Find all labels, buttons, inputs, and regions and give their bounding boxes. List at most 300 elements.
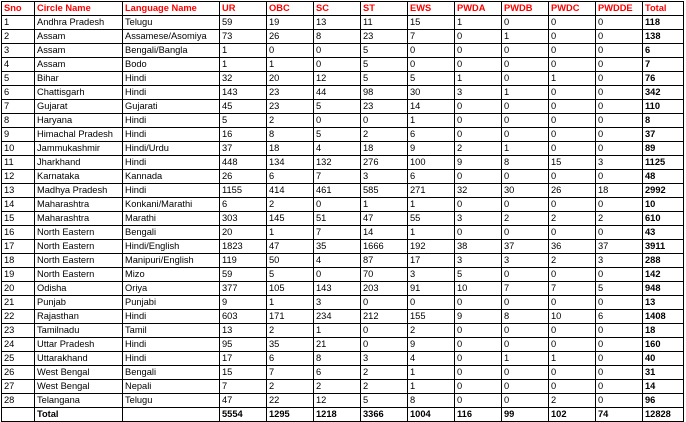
cell-pwdb: 0 — [502, 16, 549, 30]
cell-sno: 5 — [2, 72, 35, 86]
cell-st: 0 — [361, 338, 408, 352]
cell-pwdb: 0 — [502, 58, 549, 72]
cell-language-name: Hindi — [123, 86, 220, 100]
cell-pwda: 0 — [455, 226, 502, 240]
table-row — [2, 240, 684, 254]
cell-pwda: 0 — [455, 394, 502, 408]
cell-pwdb: 0 — [502, 380, 549, 394]
cell-ur: 95 — [220, 338, 267, 352]
cell-pwdde: 0 — [596, 268, 643, 282]
cell-sno: 22 — [2, 310, 35, 324]
cell-ur: 5 — [220, 114, 267, 128]
cell-st: 3 — [361, 170, 408, 184]
column-header-language-name: Language Name — [123, 2, 220, 16]
cell-circle-name: Uttarakhand — [35, 352, 123, 366]
cell-pwdc: 2 — [549, 212, 596, 226]
total-cell-pwda: 116 — [455, 408, 502, 422]
cell-sno: 6 — [2, 86, 35, 100]
cell-obc: 171 — [267, 310, 314, 324]
total-cell-total: 12828 — [643, 408, 684, 422]
table-row — [2, 380, 684, 394]
cell-pwdde: 3 — [596, 254, 643, 268]
cell-pwdb: 0 — [502, 114, 549, 128]
cell-st: 0 — [361, 114, 408, 128]
cell-obc: 1 — [267, 58, 314, 72]
cell-ur: 1 — [220, 58, 267, 72]
cell-ur: 119 — [220, 254, 267, 268]
cell-language-name: Konkani/Marathi — [123, 198, 220, 212]
cell-pwdb: 30 — [502, 184, 549, 198]
cell-pwdb: 3 — [502, 254, 549, 268]
cell-total: 160 — [643, 338, 684, 352]
cell-circle-name: Bihar — [35, 72, 123, 86]
column-header-obc: OBC — [267, 2, 314, 16]
cell-total: 48 — [643, 170, 684, 184]
cell-pwdb: 8 — [502, 156, 549, 170]
cell-pwdc: 1 — [549, 72, 596, 86]
cell-sc: 3 — [314, 296, 361, 310]
cell-pwdde: 0 — [596, 72, 643, 86]
cell-pwda: 0 — [455, 366, 502, 380]
cell-total: 948 — [643, 282, 684, 296]
cell-pwdb: 0 — [502, 198, 549, 212]
cell-pwdb: 1 — [502, 30, 549, 44]
cell-pwda: 3 — [455, 86, 502, 100]
cell-obc: 23 — [267, 86, 314, 100]
cell-ews: 1 — [408, 380, 455, 394]
cell-sc: 143 — [314, 282, 361, 296]
cell-pwdde: 0 — [596, 44, 643, 58]
cell-sno: 28 — [2, 394, 35, 408]
cell-sc: 8 — [314, 352, 361, 366]
cell-st: 2 — [361, 380, 408, 394]
cell-pwdc: 0 — [549, 198, 596, 212]
cell-pwdde: 6 — [596, 310, 643, 324]
table-row — [2, 100, 684, 114]
cell-sc: 7 — [314, 170, 361, 184]
cell-ews: 3 — [408, 268, 455, 282]
cell-st: 212 — [361, 310, 408, 324]
table-row — [2, 58, 684, 72]
table-row — [2, 394, 684, 408]
column-header-st: ST — [361, 2, 408, 16]
cell-ur: 73 — [220, 30, 267, 44]
cell-pwdb: 0 — [502, 44, 549, 58]
vacancy-table — [1, 1, 684, 422]
cell-ews: 100 — [408, 156, 455, 170]
total-cell-pwdc: 102 — [549, 408, 596, 422]
cell-sc: 6 — [314, 366, 361, 380]
table-row — [2, 352, 684, 366]
cell-total: 8 — [643, 114, 684, 128]
cell-pwda: 9 — [455, 310, 502, 324]
cell-circle-name: Assam — [35, 44, 123, 58]
cell-sc: 234 — [314, 310, 361, 324]
cell-st: 2 — [361, 128, 408, 142]
cell-pwdc: 2 — [549, 394, 596, 408]
cell-pwdb: 0 — [502, 128, 549, 142]
cell-total: 31 — [643, 366, 684, 380]
cell-language-name: Hindi — [123, 310, 220, 324]
cell-pwda: 3 — [455, 254, 502, 268]
cell-language-name: Assamese/Asomiya — [123, 30, 220, 44]
cell-circle-name: Himachal Pradesh — [35, 128, 123, 142]
cell-pwdc: 7 — [549, 282, 596, 296]
cell-ur: 1823 — [220, 240, 267, 254]
cell-ews: 30 — [408, 86, 455, 100]
cell-sc: 51 — [314, 212, 361, 226]
total-row — [2, 408, 684, 422]
cell-sno: 11 — [2, 156, 35, 170]
cell-st: 3 — [361, 352, 408, 366]
cell-circle-name: Maharashtra — [35, 198, 123, 212]
cell-pwda: 0 — [455, 324, 502, 338]
cell-obc: 2 — [267, 114, 314, 128]
cell-sno: 15 — [2, 212, 35, 226]
cell-pwdb: 0 — [502, 338, 549, 352]
cell-pwdc: 0 — [549, 226, 596, 240]
cell-ews: 0 — [408, 58, 455, 72]
cell-language-name: Manipuri/English — [123, 254, 220, 268]
cell-language-name: Bengali — [123, 366, 220, 380]
cell-pwdde: 5 — [596, 282, 643, 296]
total-cell-pwdde: 74 — [596, 408, 643, 422]
cell-pwda: 38 — [455, 240, 502, 254]
column-header-ur: UR — [220, 2, 267, 16]
cell-pwda: 0 — [455, 352, 502, 366]
cell-total: 1125 — [643, 156, 684, 170]
cell-pwda: 5 — [455, 268, 502, 282]
cell-language-name: Bengali — [123, 226, 220, 240]
cell-circle-name: Maharashtra — [35, 212, 123, 226]
cell-pwdb: 0 — [502, 226, 549, 240]
cell-pwdde: 0 — [596, 128, 643, 142]
cell-st: 11 — [361, 16, 408, 30]
total-cell-ur: 5554 — [220, 408, 267, 422]
cell-obc: 20 — [267, 72, 314, 86]
cell-total: 14 — [643, 380, 684, 394]
table-row — [2, 86, 684, 100]
cell-ur: 143 — [220, 86, 267, 100]
cell-pwdc: 2 — [549, 254, 596, 268]
cell-language-name: Bodo — [123, 58, 220, 72]
cell-pwda: 0 — [455, 100, 502, 114]
cell-ews: 6 — [408, 170, 455, 184]
cell-language-name: Hindi — [123, 352, 220, 366]
cell-sno: 27 — [2, 380, 35, 394]
cell-obc: 1 — [267, 296, 314, 310]
cell-sno: 8 — [2, 114, 35, 128]
cell-language-name: Telugu — [123, 16, 220, 30]
cell-ur: 1155 — [220, 184, 267, 198]
cell-circle-name: Jammukashmir — [35, 142, 123, 156]
cell-circle-name: Assam — [35, 30, 123, 44]
cell-sc: 4 — [314, 254, 361, 268]
cell-language-name: Punjabi — [123, 296, 220, 310]
cell-pwdc: 0 — [549, 58, 596, 72]
cell-language-name: Hindi/English — [123, 240, 220, 254]
table-row — [2, 338, 684, 352]
cell-pwda: 9 — [455, 156, 502, 170]
cell-sno: 10 — [2, 142, 35, 156]
cell-pwda: 10 — [455, 282, 502, 296]
column-header-sno: Sno — [2, 2, 35, 16]
cell-pwdc: 0 — [549, 324, 596, 338]
cell-pwdb: 1 — [502, 352, 549, 366]
cell-pwdde: 0 — [596, 142, 643, 156]
table-row — [2, 142, 684, 156]
cell-ur: 26 — [220, 170, 267, 184]
cell-pwda: 0 — [455, 198, 502, 212]
cell-circle-name: Tamilnadu — [35, 324, 123, 338]
cell-pwdb: 0 — [502, 268, 549, 282]
total-cell-st: 3366 — [361, 408, 408, 422]
cell-pwdde: 0 — [596, 86, 643, 100]
cell-st: 98 — [361, 86, 408, 100]
cell-pwdc: 15 — [549, 156, 596, 170]
cell-sno: 24 — [2, 338, 35, 352]
cell-st: 23 — [361, 100, 408, 114]
cell-sno: 23 — [2, 324, 35, 338]
cell-total: 6 — [643, 44, 684, 58]
cell-ews: 6 — [408, 128, 455, 142]
cell-sc: 35 — [314, 240, 361, 254]
cell-total: 7 — [643, 58, 684, 72]
cell-ur: 59 — [220, 268, 267, 282]
cell-total: 76 — [643, 72, 684, 86]
cell-obc: 23 — [267, 100, 314, 114]
cell-obc: 47 — [267, 240, 314, 254]
cell-obc: 145 — [267, 212, 314, 226]
cell-pwdb: 0 — [502, 100, 549, 114]
column-header-pwdb: PWDB — [502, 2, 549, 16]
cell-circle-name: Punjab — [35, 296, 123, 310]
cell-ews: 192 — [408, 240, 455, 254]
cell-total: 18 — [643, 324, 684, 338]
cell-total: 342 — [643, 86, 684, 100]
cell-pwdde: 0 — [596, 226, 643, 240]
cell-language-name: Tamil — [123, 324, 220, 338]
cell-total: 3911 — [643, 240, 684, 254]
cell-circle-name: Karnataka — [35, 170, 123, 184]
cell-pwdde: 0 — [596, 198, 643, 212]
cell-sc: 44 — [314, 86, 361, 100]
table-row — [2, 128, 684, 142]
cell-st: 276 — [361, 156, 408, 170]
table-row — [2, 310, 684, 324]
cell-pwda: 0 — [455, 296, 502, 310]
cell-language-name: Marathi — [123, 212, 220, 226]
cell-st: 14 — [361, 226, 408, 240]
cell-pwdde: 0 — [596, 338, 643, 352]
cell-st: 1666 — [361, 240, 408, 254]
cell-total: 142 — [643, 268, 684, 282]
cell-sc: 0 — [314, 58, 361, 72]
cell-obc: 8 — [267, 128, 314, 142]
total-cell-sno — [2, 408, 35, 422]
cell-language-name: Hindi/Urdu — [123, 142, 220, 156]
cell-pwda: 0 — [455, 114, 502, 128]
cell-ur: 1 — [220, 44, 267, 58]
table-row — [2, 170, 684, 184]
table-row — [2, 30, 684, 44]
cell-total: 37 — [643, 128, 684, 142]
cell-ur: 15 — [220, 366, 267, 380]
cell-total: 96 — [643, 394, 684, 408]
total-cell-obc: 1295 — [267, 408, 314, 422]
total-cell-language-name — [123, 408, 220, 422]
table-row — [2, 254, 684, 268]
cell-circle-name: Odisha — [35, 282, 123, 296]
cell-pwdc: 0 — [549, 142, 596, 156]
cell-obc: 105 — [267, 282, 314, 296]
cell-circle-name: North Eastern — [35, 254, 123, 268]
cell-sno: 26 — [2, 366, 35, 380]
cell-pwdb: 0 — [502, 170, 549, 184]
cell-ews: 1 — [408, 114, 455, 128]
cell-ur: 7 — [220, 380, 267, 394]
table-row — [2, 282, 684, 296]
cell-pwda: 3 — [455, 212, 502, 226]
cell-pwdc: 0 — [549, 338, 596, 352]
cell-pwdde: 2 — [596, 212, 643, 226]
cell-ur: 37 — [220, 142, 267, 156]
cell-pwdc: 0 — [549, 16, 596, 30]
cell-sc: 5 — [314, 100, 361, 114]
cell-pwdde: 0 — [596, 394, 643, 408]
cell-pwdde: 0 — [596, 30, 643, 44]
total-cell-circle-name: Total — [35, 408, 123, 422]
cell-sno: 25 — [2, 352, 35, 366]
cell-st: 203 — [361, 282, 408, 296]
cell-ews: 155 — [408, 310, 455, 324]
cell-sc: 5 — [314, 128, 361, 142]
cell-total: 43 — [643, 226, 684, 240]
cell-circle-name: West Bengal — [35, 366, 123, 380]
cell-total: 89 — [643, 142, 684, 156]
cell-pwdb: 1 — [502, 86, 549, 100]
cell-obc: 22 — [267, 394, 314, 408]
cell-total: 2992 — [643, 184, 684, 198]
cell-circle-name: Haryana — [35, 114, 123, 128]
cell-ews: 271 — [408, 184, 455, 198]
cell-language-name: Gujarati — [123, 100, 220, 114]
cell-pwdb: 0 — [502, 296, 549, 310]
cell-language-name: Hindi — [123, 72, 220, 86]
cell-st: 5 — [361, 58, 408, 72]
table-row — [2, 44, 684, 58]
cell-st: 5 — [361, 72, 408, 86]
cell-obc: 134 — [267, 156, 314, 170]
cell-pwdb: 8 — [502, 310, 549, 324]
cell-language-name: Hindi — [123, 114, 220, 128]
cell-ur: 448 — [220, 156, 267, 170]
cell-pwdb: 7 — [502, 282, 549, 296]
cell-pwda: 0 — [455, 30, 502, 44]
cell-ur: 17 — [220, 352, 267, 366]
cell-pwdb: 0 — [502, 394, 549, 408]
column-header-pwda: PWDA — [455, 2, 502, 16]
cell-obc: 2 — [267, 380, 314, 394]
cell-ews: 8 — [408, 394, 455, 408]
cell-ews: 1 — [408, 226, 455, 240]
cell-language-name: Telugu — [123, 394, 220, 408]
table-row — [2, 16, 684, 30]
cell-ews: 4 — [408, 352, 455, 366]
cell-obc: 6 — [267, 170, 314, 184]
cell-sno: 17 — [2, 240, 35, 254]
table-row — [2, 212, 684, 226]
cell-st: 70 — [361, 268, 408, 282]
cell-sc: 4 — [314, 142, 361, 156]
cell-circle-name: Assam — [35, 58, 123, 72]
cell-sc: 8 — [314, 30, 361, 44]
cell-obc: 0 — [267, 44, 314, 58]
cell-pwdc: 0 — [549, 114, 596, 128]
cell-circle-name: Uttar Pradesh — [35, 338, 123, 352]
cell-circle-name: Rajasthan — [35, 310, 123, 324]
cell-language-name: Oriya — [123, 282, 220, 296]
cell-pwda: 0 — [455, 338, 502, 352]
cell-pwda: 0 — [455, 170, 502, 184]
cell-ur: 9 — [220, 296, 267, 310]
cell-obc: 18 — [267, 142, 314, 156]
cell-pwdb: 37 — [502, 240, 549, 254]
cell-sno: 21 — [2, 296, 35, 310]
cell-total: 1408 — [643, 310, 684, 324]
header-row — [2, 2, 684, 16]
cell-language-name: Nepali — [123, 380, 220, 394]
cell-ur: 603 — [220, 310, 267, 324]
cell-sc: 132 — [314, 156, 361, 170]
cell-sno: 4 — [2, 58, 35, 72]
cell-ews: 91 — [408, 282, 455, 296]
cell-pwdb: 1 — [502, 142, 549, 156]
cell-pwdb: 0 — [502, 324, 549, 338]
cell-pwdb: 0 — [502, 72, 549, 86]
cell-pwdb: 0 — [502, 366, 549, 380]
table-body — [2, 16, 684, 422]
cell-ews: 2 — [408, 324, 455, 338]
column-header-pwdde: PWDDE — [596, 2, 643, 16]
cell-sno: 19 — [2, 268, 35, 282]
cell-ews: 9 — [408, 338, 455, 352]
table-row — [2, 366, 684, 380]
cell-pwdde: 0 — [596, 296, 643, 310]
cell-ews: 9 — [408, 142, 455, 156]
cell-st: 18 — [361, 142, 408, 156]
cell-obc: 26 — [267, 30, 314, 44]
cell-circle-name: North Eastern — [35, 240, 123, 254]
cell-pwdde: 3 — [596, 156, 643, 170]
cell-pwdc: 0 — [549, 296, 596, 310]
cell-language-name: Hindi — [123, 156, 220, 170]
column-header-total: Total — [643, 2, 684, 16]
cell-total: 610 — [643, 212, 684, 226]
cell-sc: 12 — [314, 72, 361, 86]
cell-pwdb: 2 — [502, 212, 549, 226]
cell-ur: 47 — [220, 394, 267, 408]
cell-pwdc: 0 — [549, 380, 596, 394]
table-row — [2, 198, 684, 212]
cell-sc: 0 — [314, 268, 361, 282]
cell-pwdde: 0 — [596, 114, 643, 128]
cell-sc: 13 — [314, 16, 361, 30]
cell-sc: 1 — [314, 324, 361, 338]
cell-ur: 13 — [220, 324, 267, 338]
cell-sc: 0 — [314, 114, 361, 128]
cell-st: 0 — [361, 324, 408, 338]
